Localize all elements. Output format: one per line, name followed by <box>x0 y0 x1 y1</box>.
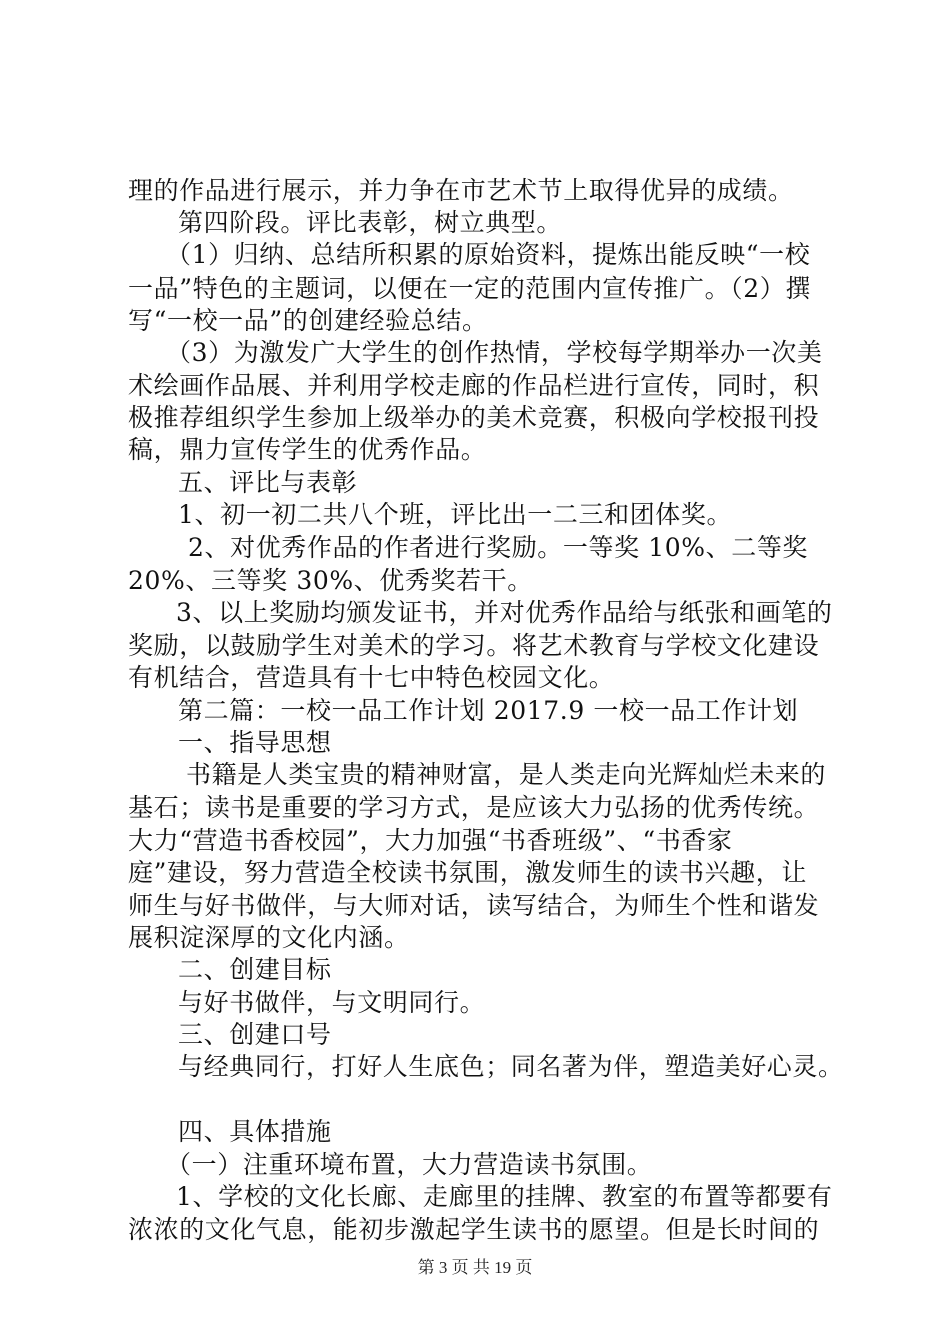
paragraph-line: 理的作品进行展示，并力争在市艺术节上取得优异的成绩。 <box>128 176 794 205</box>
page-footer: 第 3 页 共 19 页 <box>417 1258 533 1277</box>
section-heading: 二、创建目标 <box>178 955 332 984</box>
paragraph-line: 1、初一初二共八个班，评比出一二三和团体奖。 <box>178 500 733 529</box>
paragraph-line: 有机结合，营造具有十七中特色校园文化。 <box>128 663 615 692</box>
paragraph-line: 稿，鼎力宣传学生的优秀作品。 <box>128 435 487 464</box>
paragraph-line: （一）注重环境布置，大力营造读书氛围。 <box>166 1150 653 1179</box>
paragraph-line: 基石；读书是重要的学习方式，是应该大力弘扬的优秀传统。 <box>128 793 820 822</box>
paragraph-line: 术绘画作品展、并利用学校走廊的作品栏进行宣传，同时，积 <box>128 371 820 400</box>
paragraph-line: 1、学校的文化长廊、走廊里的挂牌、教室的布置等都要有 <box>176 1182 833 1211</box>
paragraph-line: 第四阶段。评比表彰，树立典型。 <box>178 208 563 237</box>
section-heading: 三、创建口号 <box>178 1020 332 1049</box>
paragraph-line: 与经典同行，打好人生底色；同名著为伴，塑造美好心灵。 <box>178 1052 844 1081</box>
paragraph-line: 奖励，以鼓励学生对美术的学习。将艺术教育与学校文化建设 <box>128 631 820 660</box>
paragraph-line: 3、以上奖励均颁发证书，并对优秀作品给与纸张和画笔的 <box>176 598 833 627</box>
paragraph-line: 庭”建设，努力营造全校读书氛围，激发师生的读书兴趣，让 <box>128 858 807 887</box>
section-heading: 第二篇：一校一品工作计划 2017.9 一校一品工作计划 <box>178 696 799 725</box>
paragraph-line: （3）为激发广大学生的创作热情，学校每学期举办一次美 <box>166 338 823 367</box>
paragraph-line: 2、对优秀作品的作者进行奖励。一等奖 10%、二等奖 <box>188 533 809 562</box>
paragraph-line: 展积淀深厚的文化内涵。 <box>128 923 410 952</box>
paragraph-line: 写“一校一品”的创建经验总结。 <box>128 306 488 335</box>
paragraph-line: 书籍是人类宝贵的精神财富，是人类走向光辉灿烂未来的 <box>186 760 827 789</box>
paragraph-line: 20%、三等奖 30%、优秀奖若干。 <box>128 566 533 595</box>
paragraph-line: （1）归纳、总结所积累的原始资料，提炼出能反映“一校 <box>166 240 811 269</box>
section-heading: 一、指导思想 <box>178 728 332 757</box>
section-heading: 五、评比与表彰 <box>178 468 358 497</box>
paragraph-line: 浓浓的文化气息，能初步激起学生读书的愿望。但是长时间的 <box>128 1215 820 1244</box>
paragraph-line: 一品”特色的主题词，以便在一定的范围内宣传推广。（2）撰 <box>128 274 811 303</box>
paragraph-line: 师生与好书做伴，与大师对话，读写结合，为师生个性和谐发 <box>128 891 820 920</box>
paragraph-line: 大力“营造书香校园”，大力加强“书香班级”、“书香家 <box>128 826 733 855</box>
paragraph-line: 极推荐组织学生参加上级举办的美术竞赛，积极向学校报刊投 <box>128 403 820 432</box>
section-heading: 四、具体措施 <box>178 1117 332 1146</box>
paragraph-line: 与好书做伴，与文明同行。 <box>178 988 486 1017</box>
